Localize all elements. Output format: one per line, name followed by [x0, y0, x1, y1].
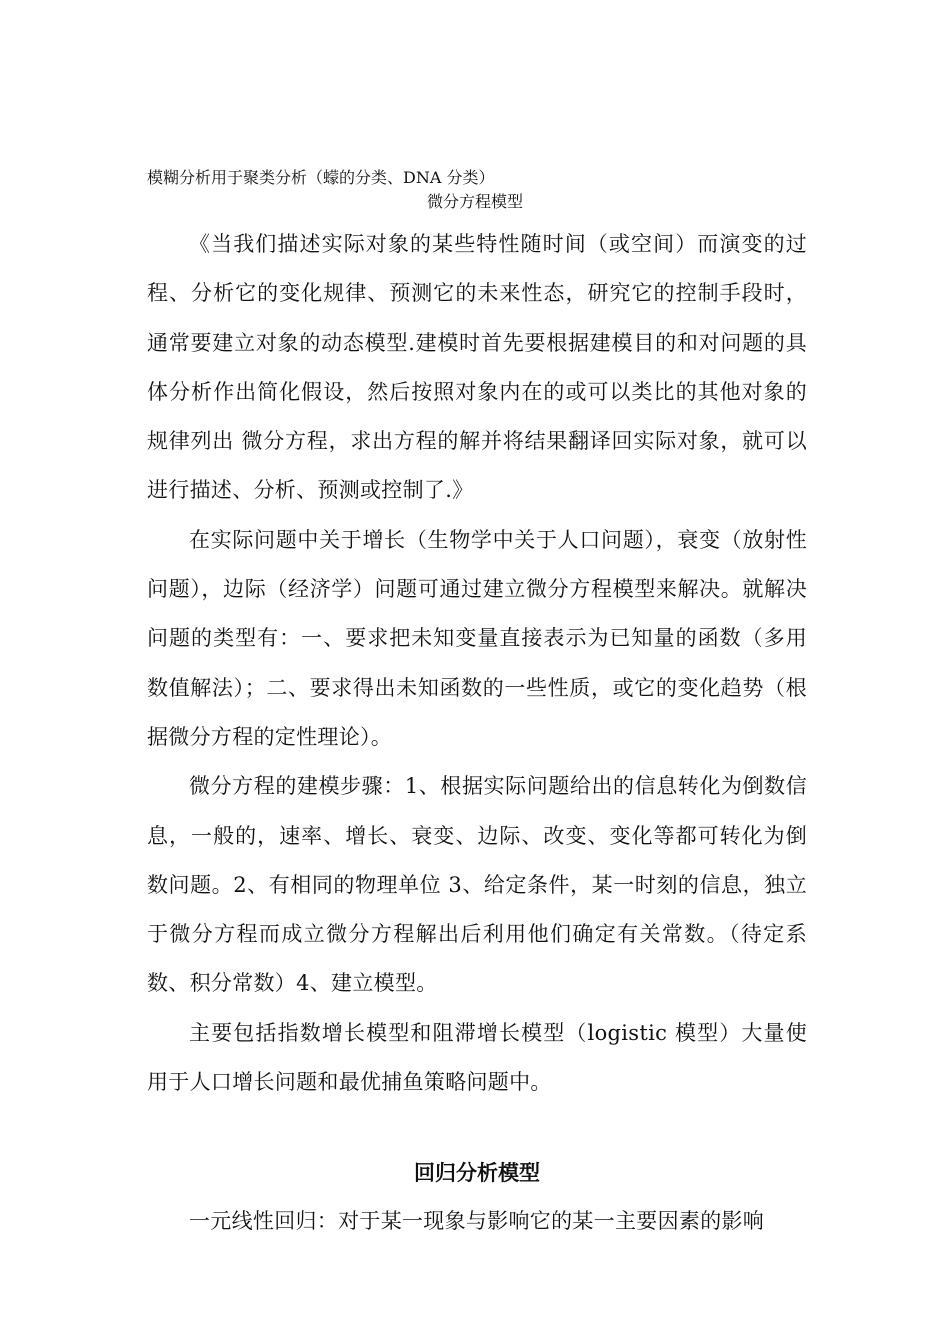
section-heading-regression: 回归分析模型 [414, 1160, 540, 1186]
paragraph-applications: 在实际问题中关于增长（生物学中关于人口问题），衰变（放射性问题），边际（经济学）问题可通过建立微分方程模型来解决。就解决问题的类型有：一、要求把未知变量直接表示为已知量的函数（多用数值解法）；二、要求得出未知函数的一些性质，或它的变化趋势（根据微分方程的定性理论）。 [147, 527, 807, 749]
paragraph-regression: 一元线性回归：对于某一现象与影响它的某一主要因素的影响 [189, 1209, 765, 1234]
paragraph-modeling-steps: 微分方程的建模步骤：1、根据实际问题给出的信息转化为倒数信息，一般的，速率、增长、衰变、边际、改变、变化等都可转化为倒数问题。2、有相同的物理单位 3、给定条件，某一时刻的信息，独立于微分方程而成立微分方程解出后利用他们确定有关常数。（待定系数、积分常数）4、建立模型。 [147, 774, 807, 996]
paragraph-models: 主要包括指数增长模型和阻滞增长模型（logistic 模型）大量使用于人口增长问题和最优捕鱼策略问题中。 [147, 1020, 807, 1095]
fuzzy-analysis-line: 模糊分析用于聚类分析（蠓的分类、DNA 分类） [147, 168, 495, 187]
paragraph-definition: 《当我们描述实际对象的某些特性随时间（或空间）而演变的过程、分析它的变化规律、预测它的未来性态，研究它的控制手段时，通常要建立对象的动态模型.建模时首先要根据建模目的和对问题的具体分析作出简化假设，然后按照对象内在的或可以类比的其他对象的规律列出 微分方程，求出方程的解并将结果翻译回实际对象，就可以进行描述、分析、预测或控制了.》 [147, 232, 807, 503]
body-text [147, 220, 807, 1247]
section-title-differential: 微分方程模型 [426, 192, 523, 211]
